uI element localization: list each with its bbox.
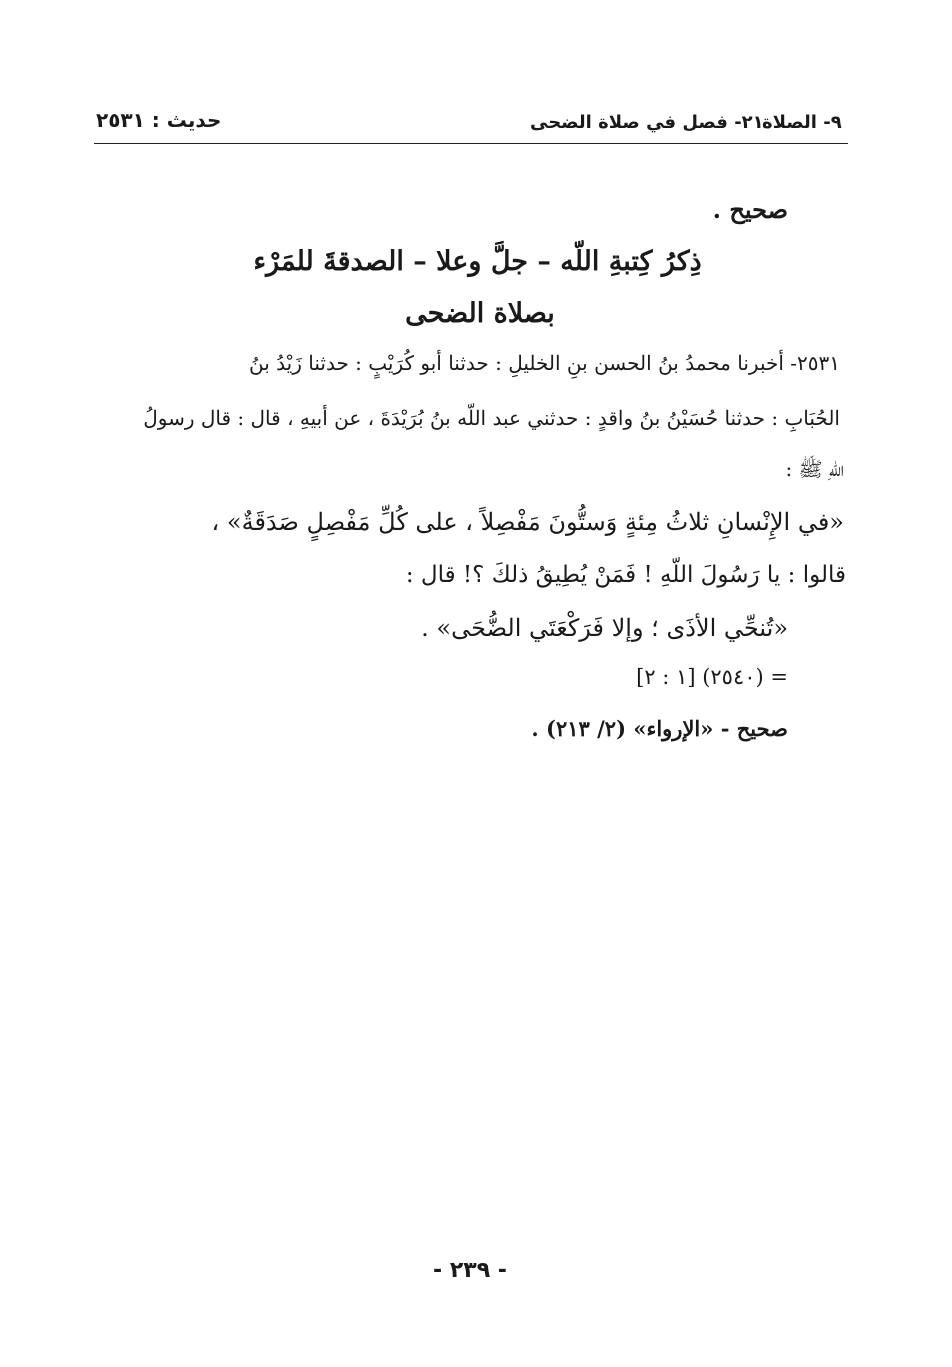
- section-heading-line1: ذِكرُ كِتبةِ اللّه – جلَّ وعلا – الصدقةَ للمَرْء: [253, 246, 702, 277]
- section-heading-line2: بصلاة الضحى: [405, 298, 555, 329]
- grade-top: صحيح .: [712, 195, 788, 224]
- isnad-line-3: اللّهِ ﷺ :: [785, 457, 844, 481]
- matn-line-2: قالوا : يا رَسُولَ اللّهِ ! فَمَنْ يُطِيقُ ذلكَ ؟! قال :: [405, 562, 846, 588]
- book-header: ٩- الصلاة: [762, 112, 842, 133]
- header-divider: [94, 143, 848, 144]
- page-number: - ٢٣٩ -: [433, 1258, 507, 1283]
- isnad-line-2: الحُبَابِ : حدثنا حُسَيْنُ بنُ واقدٍ : حدثني عبد اللّه بنُ بُرَيْدَةَ ، عن أبيهِ ، قال : قال رسولُ: [143, 406, 840, 430]
- grade-bottom: صحيح - «الإرواء» (٢/ ٢١٣) .: [531, 716, 788, 741]
- chapter-header: ٢١- فصل في صلاة الضحى: [530, 112, 764, 133]
- isnad-line-1: ٢٥٣١- أخبرنا محمدُ بنُ الحسن بنِ الخليلِ : حدثنا أبو كُرَيْبٍ : حدثنا زَيْدُ بنُ: [249, 351, 840, 375]
- hadith-number-header: حديث : ٢٥٣١: [96, 108, 222, 132]
- matn-line-1: «في الإِنْسانِ ثلاثُ مِئةٍ وَستُّونَ مَفْصِلاً ، على كُلِّ مَفْصِلٍ صَدَقَةٌ» ،: [211, 508, 844, 536]
- matn-line-3: «تُنحِّي الأذَى ؛ وإلا فَرَكْعَتَي الضُّحَى» .: [421, 614, 788, 642]
- cross-reference: = (٢٥٤٠) [١ : ٢]: [636, 665, 788, 689]
